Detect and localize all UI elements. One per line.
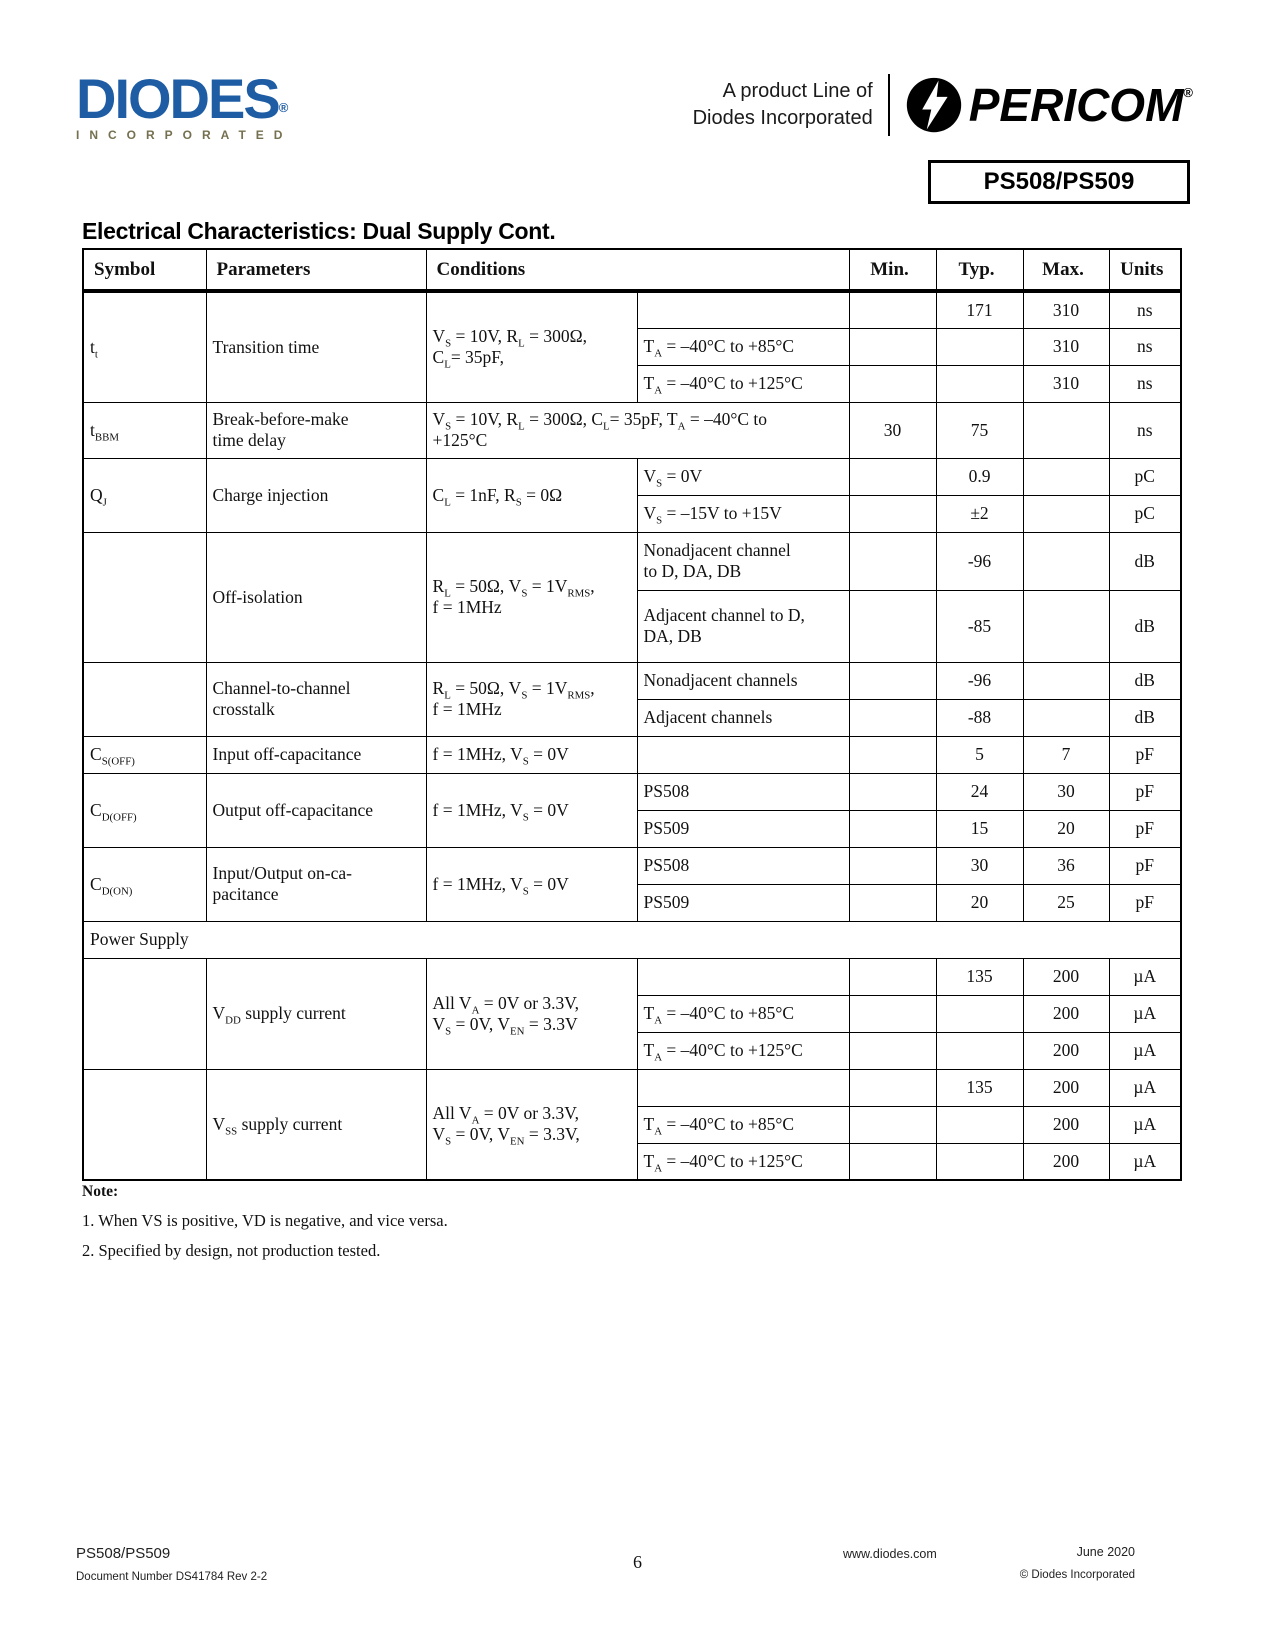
max-cell [1023,495,1109,532]
header-right [693,74,1193,136]
pericom-bolt-icon [905,76,963,134]
max-cell: 36 [1023,847,1109,884]
header-divider [888,74,890,136]
symbol-cell [83,662,206,736]
product-line-1: A product Line of [722,80,873,102]
subcond-cell [637,736,849,773]
footer-website-link[interactable]: www.diodes.com [843,1547,937,1561]
typ-cell: 0.9 [936,458,1023,495]
typ-cell: 24 [936,773,1023,810]
pericom-logo [905,76,1193,134]
max-cell: 310 [1023,328,1109,365]
min-cell [849,458,936,495]
section-row [83,921,1181,958]
max-cell: 20 [1023,810,1109,847]
typ-cell: 5 [936,736,1023,773]
note-item-1: 1. When VS is positive, VD is negative, and vice versa. [82,1211,448,1230]
cond-cell: $R_L = 50\Omega$, $V_S = 1V_{RMS}$, f = 1MHz [426,662,637,736]
min-cell [849,1069,936,1106]
typ-cell: ±2 [936,495,1023,532]
min-cell [849,1143,936,1180]
subcond-cell [637,1069,849,1106]
units-cell: dB [1109,532,1181,590]
units-cell: pC [1109,458,1181,495]
symbol-cell: $Q_J$ [83,458,206,532]
diodes-logo [76,67,336,143]
units-cell: ns [1109,328,1181,365]
subcond-cell: Nonadjacent channels [637,662,849,699]
subcond-cell: $T_A = -40^\circ C$ to +85°C [637,1106,849,1143]
symbol-cell: $C_{S(OFF)}$ [83,736,206,773]
col-header-parameters: Parameters [206,249,426,291]
footer-date: June 2020 [1076,1545,1135,1559]
units-cell: dB [1109,590,1181,662]
subcond-cell [637,291,849,328]
min-cell [849,328,936,365]
typ-cell: 30 [936,847,1023,884]
param-cell: Off-isolation [206,532,426,662]
subcond-cell: $T_A = -40^\circ C$ to +85°C [637,328,849,365]
units-cell: dB [1109,699,1181,736]
units-cell: ns [1109,365,1181,402]
page-title: Electrical Characteristics: Dual Supply Cont. [82,218,556,244]
units-cell: ns [1109,291,1181,328]
cond-cell: All $V_A = 0V$ or 3.3V, $V_S = 0V$, $V_{EN} = 3.3V$ [426,958,637,1069]
table-row [83,958,1181,995]
units-cell: µA [1109,1032,1181,1069]
max-cell: 310 [1023,291,1109,328]
col-header-conditions: Conditions [426,249,849,291]
param-cell: Break-before-make time delay [206,402,426,458]
units-cell: µA [1109,1106,1181,1143]
symbol-cell: $C_{D(OFF)}$ [83,773,206,847]
notes [82,1183,448,1261]
max-cell: 200 [1023,1032,1109,1069]
min-cell [849,810,936,847]
symbol-cell: $t_t$ [83,291,206,402]
table-row [83,662,1181,699]
cond-cell: f = 1MHz, $V_S = 0V$ [426,736,637,773]
subcond-cell: $T_A = -40^\circ C$ to +85°C [637,995,849,1032]
part-number: PS508/PS509 [983,168,1135,195]
typ-cell: 135 [936,1069,1023,1106]
electrical-characteristics-table [82,248,1182,1181]
units-cell: pC [1109,495,1181,532]
product-line-2: Diodes Incorporated [692,107,873,129]
subcond-cell: $T_A = -40^\circ C$ to +125°C [637,365,849,402]
max-cell [1023,402,1109,458]
max-cell [1023,458,1109,495]
min-cell [849,365,936,402]
typ-cell [936,328,1023,365]
min-cell [849,532,936,590]
col-header-units: Units [1109,249,1181,291]
diodes-wordmark: DIODES® [76,67,289,130]
note-label: Note: [82,1183,119,1200]
subcond-cell: PS508 [637,773,849,810]
product-line-text [693,78,873,132]
col-header-min: Min. [849,249,936,291]
cond-cell: $R_L = 50\Omega$, $V_S = 1V_{RMS}$, f = 1MHz [426,532,637,662]
typ-cell [936,1106,1023,1143]
param-cell: Input/Output on-ca- pacitance [206,847,426,921]
param-cell: $V_{SS}$ supply current [206,1069,426,1180]
table-row [83,847,1181,884]
units-cell: pF [1109,884,1181,921]
footer-copyright: © Diodes Incorporated [1019,1569,1135,1581]
units-cell: dB [1109,662,1181,699]
col-header-typ: Typ. [936,249,1023,291]
registered-mark-icon: ® [1183,85,1193,100]
subcond-cell: Adjacent channels [637,699,849,736]
table-row [83,532,1181,590]
cond-cell: f = 1MHz, $V_S = 0V$ [426,847,637,921]
table-row [83,402,1181,458]
typ-cell [936,1032,1023,1069]
table-row [83,458,1181,495]
min-cell: 30 [849,402,936,458]
max-cell: 25 [1023,884,1109,921]
units-cell: pF [1109,810,1181,847]
param-cell: $V_{DD}$ supply current [206,958,426,1069]
typ-cell: 15 [936,810,1023,847]
typ-cell [936,365,1023,402]
symbol-cell: $t_{BBM}$ [83,402,206,458]
max-cell: 200 [1023,1143,1109,1180]
units-cell: pF [1109,847,1181,884]
units-cell: µA [1109,1069,1181,1106]
max-cell: 310 [1023,365,1109,402]
subcond-cell: PS508 [637,847,849,884]
min-cell [849,995,936,1032]
symbol-cell [83,958,206,1069]
symbol-cell [83,1069,206,1180]
typ-cell: -96 [936,532,1023,590]
table-row [83,291,1181,328]
part-number-box [928,160,1190,204]
param-cell: Channel-to-channel crosstalk [206,662,426,736]
typ-cell: 171 [936,291,1023,328]
typ-cell [936,995,1023,1032]
min-cell [849,291,936,328]
max-cell [1023,532,1109,590]
units-cell: ns [1109,402,1181,458]
min-cell [849,662,936,699]
min-cell [849,495,936,532]
typ-cell: 20 [936,884,1023,921]
subcond-cell: $V_S = 0V$ [637,458,849,495]
param-cell: Output off-capacitance [206,773,426,847]
min-cell [849,590,936,662]
max-cell [1023,662,1109,699]
cond-cell: $V_S = 10V$, $R_L = 300\Omega$, $C_L= 35pF$, $T_A = -40^\circ C$ to +125°C [426,402,849,458]
min-cell [849,699,936,736]
note-item-2: 2. Specified by design, not production tested. [82,1241,381,1260]
units-cell: µA [1109,995,1181,1032]
param-cell: Transition time [206,291,426,402]
subcond-cell: $T_A = -40^\circ C$ to +125°C [637,1032,849,1069]
col-header-symbol: Symbol [83,249,206,291]
units-cell: µA [1109,958,1181,995]
footer-part-number: PS508/PS509 [76,1545,171,1562]
table-header-row [83,249,1181,291]
param-cell: Input off-capacitance [206,736,426,773]
max-cell [1023,590,1109,662]
subcond-cell: $T_A = -40^\circ C$ to +125°C [637,1143,849,1180]
min-cell [849,736,936,773]
max-cell: 30 [1023,773,1109,810]
subcond-cell: PS509 [637,810,849,847]
param-cell: Charge injection [206,458,426,532]
typ-cell [936,1143,1023,1180]
units-cell: pF [1109,736,1181,773]
cond-cell: $C_L = 1nF$, $R_S = 0\Omega$ [426,458,637,532]
min-cell [849,1032,936,1069]
registered-mark-icon: ® [278,100,289,115]
max-cell: 7 [1023,736,1109,773]
subcond-cell [637,958,849,995]
cond-cell: $V_S = 10V$, $R_L = 300\Omega$, $C_L= 35pF$, [426,291,637,402]
max-cell: 200 [1023,995,1109,1032]
symbol-cell: $C_{D(ON)}$ [83,847,206,921]
pericom-wordmark: PERICOM® [968,79,1193,131]
min-cell [849,884,936,921]
subcond-cell: Adjacent channel to D, DA, DB [637,590,849,662]
typ-cell: -88 [936,699,1023,736]
units-cell: pF [1109,773,1181,810]
footer-page-number: 6 [633,1552,642,1572]
subcond-cell: PS509 [637,884,849,921]
typ-cell: 75 [936,402,1023,458]
max-cell: 200 [1023,958,1109,995]
cond-cell: f = 1MHz, $V_S = 0V$ [426,773,637,847]
typ-cell: -96 [936,662,1023,699]
table-row [83,1069,1181,1106]
subcond-cell: $V_S = -15V$ to +15V [637,495,849,532]
footer-document-number: Document Number DS41784 Rev 2-2 [76,1571,268,1583]
max-cell: 200 [1023,1069,1109,1106]
typ-cell: 135 [936,958,1023,995]
table-row [83,773,1181,810]
max-cell: 200 [1023,1106,1109,1143]
typ-cell: -85 [936,590,1023,662]
min-cell [849,1106,936,1143]
subcond-cell: Nonadjacent channel to D, DA, DB [637,532,849,590]
min-cell [849,773,936,810]
min-cell [849,847,936,884]
table-row [83,736,1181,773]
symbol-cell [83,532,206,662]
section-label: Power Supply [83,921,1181,958]
col-header-max: Max. [1023,249,1109,291]
min-cell [849,958,936,995]
units-cell: µA [1109,1143,1181,1180]
max-cell [1023,699,1109,736]
cond-cell: All $V_A = 0V$ or 3.3V, $V_S = 0V$, $V_{EN} = 3.3V$, [426,1069,637,1180]
diodes-incorporated-label: INCORPORATED [76,128,293,143]
